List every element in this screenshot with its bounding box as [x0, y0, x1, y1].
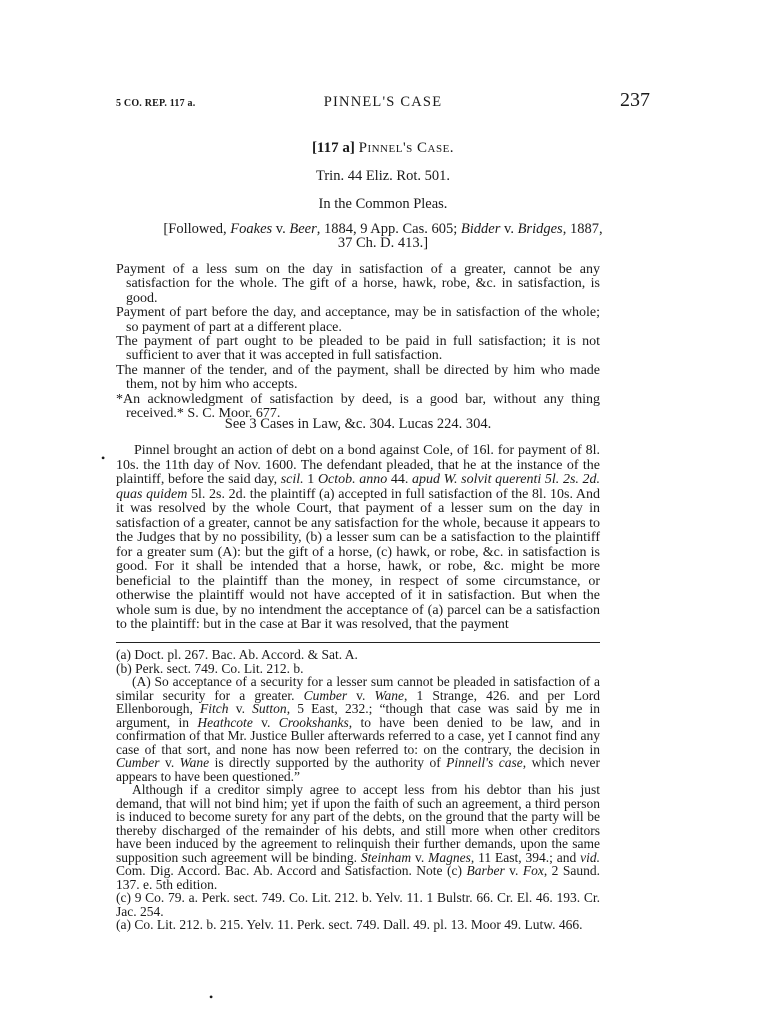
followed-line-2: 37 Ch. D. 413.] [337, 235, 429, 251]
italic-run: Barber [466, 863, 505, 878]
text-run: , 11 East, 394.; and [470, 849, 581, 865]
italic-run: Sutton [252, 701, 287, 716]
report-citation: 5 CO. REP. 117 a. [116, 98, 196, 109]
headnote: The payment of part ought to be pleaded to be paid in full satisfaction; it is not sufficient to aver that it was accepted in full satisfaction. [116, 334, 600, 364]
footnote [116, 675, 600, 783]
margin-mark: • [101, 451, 106, 465]
text-run: 1 [303, 472, 318, 487]
text-run: v. [347, 687, 375, 703]
text-run: , 2 Saund. 137. e. 5th edition. [116, 863, 601, 892]
followed-cite-2: , 1887, [562, 221, 603, 237]
text-run: v. [252, 714, 279, 730]
text-run: , which never appears to have been questioned.” [116, 755, 600, 784]
italic-run: Pinnell's case [446, 755, 523, 770]
italic-run: Cumber [303, 687, 348, 703]
italic-run: Wane [374, 687, 405, 703]
headnote: The manner of the tender, and of the payment, shall be directed by him who made them, not by him who accepts. [116, 362, 600, 393]
text-run: 5l. 2s. 2d. the plaintiff (a) accepted in full satisfaction of the 8l. 10s. And it was resolved by the whole Court, that payment of a lesser sum on the day in satisfaction of a greater, cannot be any satisfaction for the whole, because it appears to the Judges that by no possibility, (b) a lesser sum can be a satisfaction to the plaintiff for a greater sum (A): but the gift of a horse, (c) hawk, or robe, &c. in satisfaction is good. For it shall be intended that a horse, hawk, or robe, &c. might be more beneficial to the plaintiff than the money, in respect of some circumstance, or otherwise the plaintiff would not have accepted of it in satisfaction. But when the whole sum is due, by no intendment the acceptance of (a) parcel can be a satisfaction to the plaintiff: but in the case at Bar it was resolved, that the payment [116, 486, 600, 632]
italic-run: Crookshanks [278, 714, 349, 730]
text-run: v. [504, 863, 523, 878]
followed-case-1: Foakes [230, 221, 273, 237]
italic-run: Octob. anno [317, 472, 388, 487]
text-run: (a) Co. Lit. 212. b. 215. Yelv. 11. Perk. sect. 749. Dall. 49. pl. 13. Moor 49. Lutw. 466. [116, 917, 583, 932]
see-also-line: See 3 Cases in Law, &c. 304. Lucas 224. 304. [224, 416, 492, 432]
case-folio-ref: [117 a] [311, 140, 355, 156]
italic-run: Wane [179, 755, 210, 770]
text-run: (b) Perk. sect. 749. Co. Lit. 212. b. [116, 660, 304, 676]
text-run: is directly supported by the authority of [209, 755, 447, 770]
headnotes [116, 263, 600, 421]
footnotes [116, 648, 600, 932]
italic-run: Fitch [200, 701, 229, 716]
court-line: In the Common Pleas. [318, 196, 448, 212]
followed-case-1b: Beer [289, 221, 317, 237]
text-run: , to have been denied to be law, and in confirmation of that Mr. Justice Buller afterwards referred to a case, yet I cannot find any case of that sort, and none has now been referred to: on the contrary, the decision in [116, 714, 600, 757]
text-run: , 1 Strange, 426. and per Lord Ellenborough, [116, 687, 601, 716]
text-run: Pinnel brought an action of debt on a bond against Cole, of 16l. for payment of 8l. 10s. the 11th day of Nov. 1600. The defendant pleaded, that he at the instance of the plaintiff, before the said day, [116, 443, 600, 487]
followed-open: [Followed, [163, 221, 231, 237]
term-line: Trin. 44 Eliz. Rot. 501. [315, 168, 450, 184]
italic-run: apud W. solvit querenti [412, 472, 542, 487]
followed-v-1: v. [272, 221, 290, 237]
text-run: v. [159, 755, 180, 770]
footnote [116, 648, 600, 662]
text-run: Com. Dig. Accord. Bac. Ab. Accord and Satisfaction. Note (c) [116, 863, 467, 878]
running-title: PINNEL'S CASE [323, 94, 443, 110]
page-number: 237 [620, 89, 650, 111]
text-run: v. [228, 701, 253, 716]
headnote: Payment of part before the day, and acceptance, may be in satisfaction of the whole; so payment of part at a different place. [116, 305, 600, 335]
case-name: Pinnel's Case. [358, 140, 455, 156]
followed-case-2: Bidder [460, 221, 501, 237]
bottom-mark: • [209, 990, 214, 1004]
text-run: (c) 9 Co. 79. a. Perk. sect. 749. Co. Lit. 212. b. Yelv. 11. 1 Bulstr. 66. Cr. El. 46. 193. Cr. Jac. 254. [116, 890, 600, 919]
footnote [116, 662, 600, 676]
footnote [116, 891, 600, 918]
footnote-rule [116, 642, 600, 643]
headnote: Payment of a less sum on the day in satisfaction of a greater, cannot be any satisfaction for the whole. The gift of a horse, hawk, robe, &c. in satisfaction, is good. [116, 262, 600, 306]
footnote [116, 918, 600, 932]
headnote: *An acknowledgment of satisfaction by deed, is a good bar, without any thing received.* S. C. Moor. 677. [116, 391, 600, 422]
italic-run: Heathcote [197, 714, 253, 730]
italic-run: scil. [280, 472, 304, 487]
italic-run: Steinham [360, 849, 412, 865]
case-title [116, 140, 650, 157]
followed-v-2: v. [500, 221, 518, 237]
text-run: (A) So acceptance of a security for a lesser sum cannot be pleaded in satisfaction of a similar security for a greater. [116, 674, 600, 703]
text-run: (a) Doct. pl. 267. Bac. Ab. Accord. & Sat. A. [116, 647, 358, 662]
italic-run: Fox [522, 863, 544, 878]
body-paragraph [116, 444, 600, 633]
text-run: , 5 East, 232.; “though that case was said by me in argument, in [116, 701, 600, 730]
followed-note [116, 222, 650, 250]
italic-run: 5l. 2s. 2d. quas quidem [116, 472, 601, 502]
italic-run: Cumber [116, 755, 160, 770]
footnote [116, 783, 600, 891]
running-head [116, 89, 650, 118]
followed-cite-1: , 1884, 9 App. Cas. 605; [316, 221, 461, 237]
text-run: v. [411, 849, 429, 865]
followed-case-2b: Bridges [517, 221, 563, 237]
text-run: Although if a creditor simply agree to accept less from his debtor than his just demand, that will not bind him; yet if upon the faith of such an agreement, a third person is induced to become surety for any part of the debts, on the ground that the party will be thereby discharged of the remainder of his debts, and still more when other creditors have been induced by the agreement to relinquish their further demands, upon the same supposition such agreement will be binding. [116, 782, 600, 865]
italic-run: Magnes [428, 849, 471, 865]
text-run: 44. [387, 472, 413, 487]
italic-run: vid. [580, 849, 601, 865]
